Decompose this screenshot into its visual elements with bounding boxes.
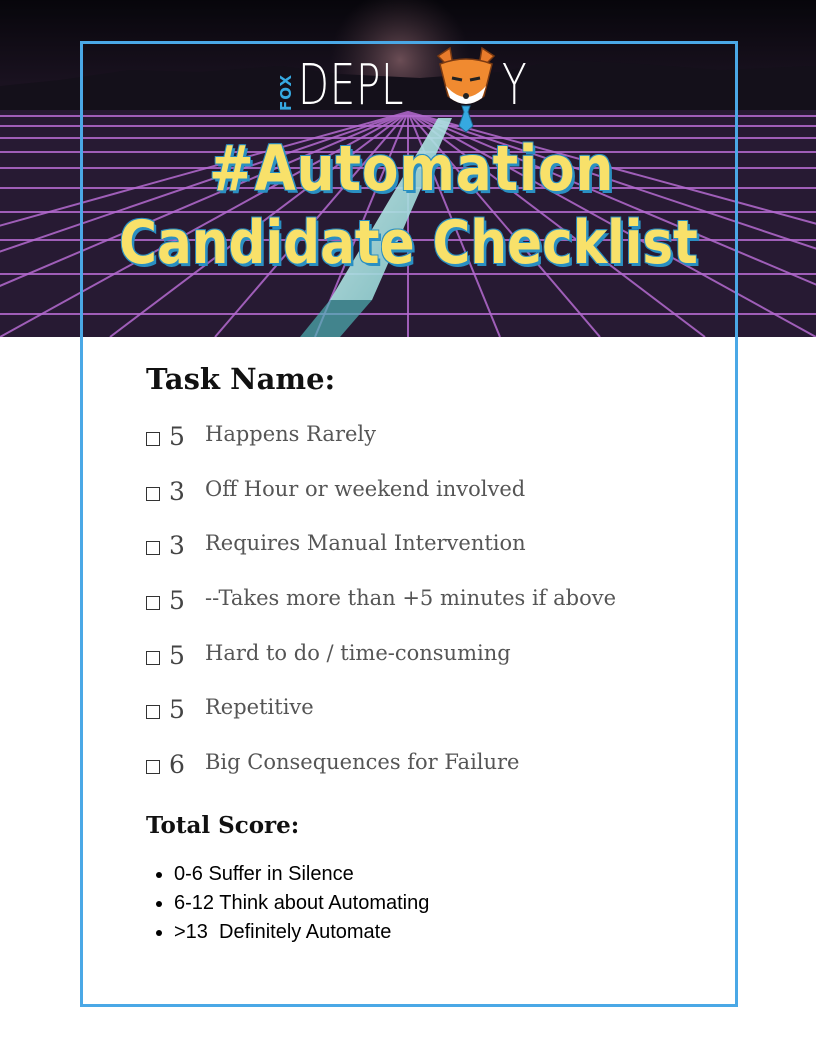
foxdeploy-logo: [276, 44, 527, 132]
checkbox[interactable]: [146, 487, 160, 501]
checkbox[interactable]: [146, 760, 160, 774]
item-points: 5: [169, 695, 185, 725]
item-points: 5: [169, 586, 185, 616]
checklist-item: [146, 582, 706, 637]
logo-fox-text: FOX: [277, 73, 295, 111]
item-label: --Takes more than +5 minutes if above: [205, 586, 617, 611]
title-line-1-text: #Automation: [209, 132, 615, 205]
item-label: Hard to do / time-consuming: [205, 640, 511, 665]
item-label: Big Consequences for Failure: [205, 750, 520, 775]
checkbox[interactable]: [146, 541, 160, 555]
total-score-label: Total Score:: [146, 812, 300, 839]
score-range-item: • 0-6 Suffer in Silence: [174, 860, 429, 889]
item-label: Off Hour or weekend involved: [205, 476, 526, 501]
checklist-item: [146, 691, 706, 746]
checklist-item: [146, 418, 706, 473]
logo-deploy-main: DEPL: [298, 53, 405, 118]
checklist-item: [146, 746, 706, 801]
item-points: 3: [169, 531, 185, 561]
score-range-item: • 6-12 Think about Automating: [174, 889, 429, 918]
score-ranges: [146, 860, 429, 947]
logo-deploy-tail: Y: [502, 53, 527, 118]
title-line-2: [0, 208, 816, 278]
task-name-label: Task Name:: [146, 362, 336, 396]
title-line-2-text: Candidate Checklist: [118, 208, 698, 278]
title-line-1: [4, 132, 816, 205]
logo-deploy-text: [298, 54, 404, 118]
checkbox[interactable]: [146, 432, 160, 446]
checklist: [146, 418, 706, 801]
checkbox[interactable]: [146, 705, 160, 719]
item-label: Repetitive: [205, 695, 314, 720]
score-range-item: • >13 Definitely Automate: [174, 918, 429, 947]
checkbox[interactable]: [146, 596, 160, 610]
checklist-item: [146, 473, 706, 528]
item-points: 3: [169, 476, 185, 506]
item-points: 5: [169, 640, 185, 670]
item-points: 6: [169, 750, 185, 780]
checklist-item: [146, 637, 706, 692]
item-label: Requires Manual Intervention: [205, 531, 526, 556]
item-points: 5: [169, 422, 185, 451]
checklist-item: [146, 527, 706, 582]
checkbox[interactable]: [146, 651, 160, 665]
item-label: Happens Rarely: [205, 422, 376, 446]
